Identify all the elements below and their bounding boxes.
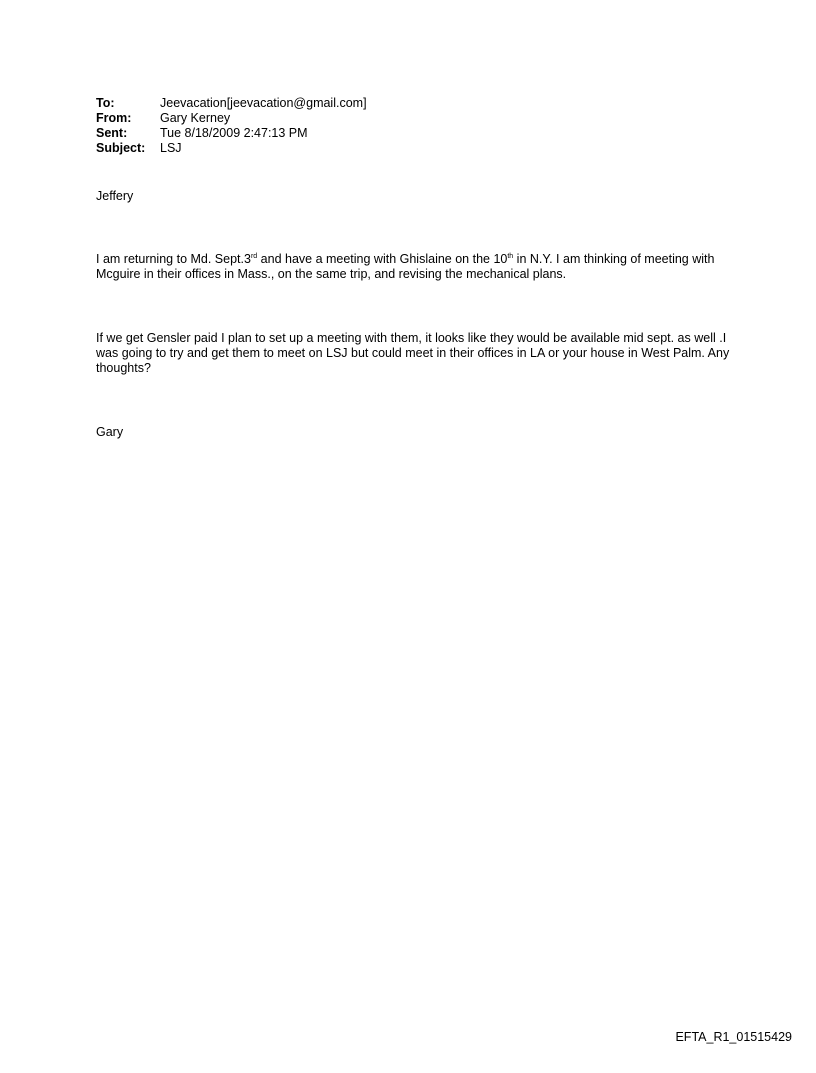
from-value: Gary Kerney [160,111,231,125]
email-signoff: Gary [96,425,124,439]
sent-label: Sent: [96,126,128,140]
document-id-stamp: EFTA_R1_01515429 [675,1030,792,1044]
from-label: From: [96,111,132,125]
sent-value: Tue 8/18/2009 2:47:13 PM [160,126,308,140]
paragraph-1-text-b: and have a meeting with Ghislaine on the 10 [257,252,508,266]
email-header [96,96,367,156]
paragraph-1-text-a: I am returning to Md. Sept.3 [96,252,251,266]
to-label: To: [96,96,115,110]
email-paragraph-2: If we get Gensler paid I plan to set up a meeting with them, it looks like they would be available mid sept. as well .I was going to try and get them to meet on LSJ but could meet in their offices in LA or your house in West Palm. Any thoughts? [96,331,730,375]
email-paragraph-1 [96,252,736,282]
to-value: Jeevacation[jeevacation@gmail.com] [160,96,367,110]
paragraph-1-text-c: in N.Y. I am thinking of meeting with Mcguire in their offices in Mass., on the same trip, and revising the mechanical plans. [96,252,715,281]
from-row [96,111,367,126]
sent-row [96,126,367,141]
to-row [96,96,367,111]
email-salutation: Jeffery [96,189,134,203]
subject-value: LSJ [160,141,182,155]
ordinal-suffix-rd: rd [250,252,258,260]
subject-row [96,141,367,156]
ordinal-suffix-th: th [507,252,514,260]
subject-label: Subject: [96,141,146,155]
